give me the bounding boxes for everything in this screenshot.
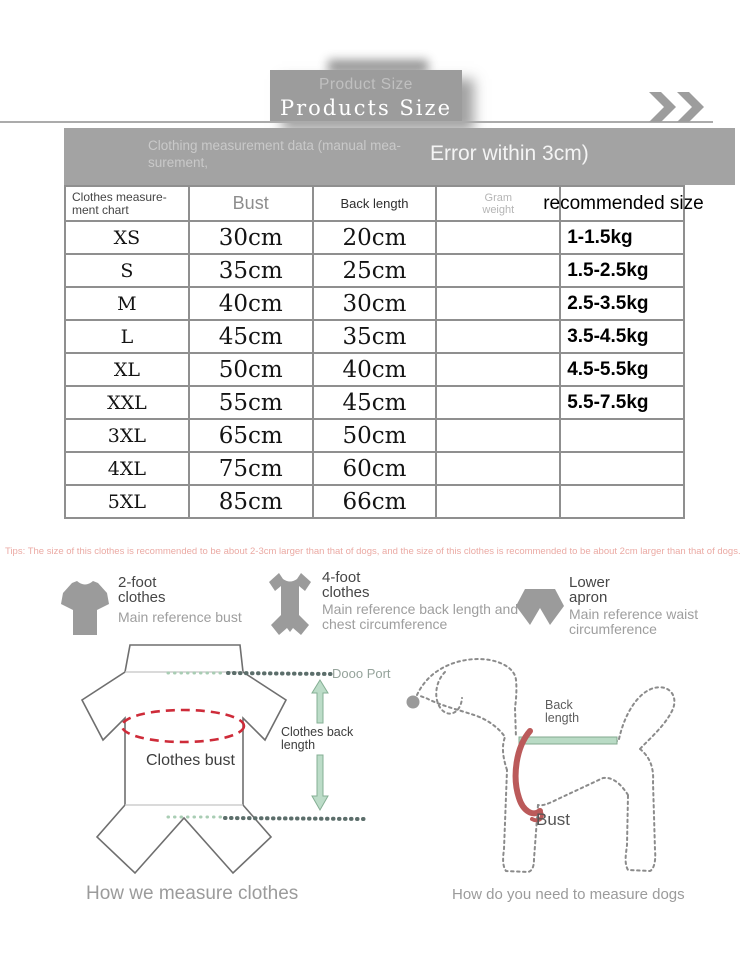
clothes-bust-label: Clothes bust <box>146 752 235 769</box>
table-cell: 40cm <box>189 287 313 320</box>
table-cell: 3XL <box>65 419 189 452</box>
page-title: Products Size <box>279 96 453 120</box>
table-cell <box>436 452 560 485</box>
garment-type-block <box>569 576 729 637</box>
table-cell: 1-1.5kg <box>560 221 684 254</box>
type-title: 4-foot clothes <box>322 569 370 601</box>
dog-diagram-caption: How do you need to measure dogs <box>452 886 685 903</box>
table-cell: XS <box>65 221 189 254</box>
table-banner <box>64 128 735 185</box>
column-header: Clothes measure-ment chart <box>65 186 189 221</box>
table-row <box>65 353 684 386</box>
table-row <box>65 386 684 419</box>
dog-outline <box>417 659 674 872</box>
table-row <box>65 221 684 254</box>
table-cell: 35cm <box>189 254 313 287</box>
table-cell: 20cm <box>313 221 437 254</box>
table-cell: S <box>65 254 189 287</box>
table-cell <box>436 419 560 452</box>
two-foot-garment-icon <box>60 578 110 641</box>
dog-bust-label: Bust <box>536 810 571 829</box>
table-row <box>65 320 684 353</box>
type-desc: Main reference bust <box>118 609 242 625</box>
table-cell: 3.5-4.5kg <box>560 320 684 353</box>
table-cell <box>560 419 684 452</box>
table-cell: 45cm <box>313 386 437 419</box>
table-cell: 60cm <box>313 452 437 485</box>
table-cell: M <box>65 287 189 320</box>
type-title: Lower apron <box>569 574 610 606</box>
collar-port-label: Dooo Port <box>332 666 391 681</box>
bust-ellipse <box>122 710 244 742</box>
table-cell: 35cm <box>313 320 437 353</box>
banner-note: Clothing measurement data (manual mea-surement, <box>148 138 401 170</box>
table-cell: XXL <box>65 386 189 419</box>
table-cell <box>436 485 560 518</box>
table-cell <box>436 221 560 254</box>
table-row <box>65 485 684 518</box>
type-desc: Main reference waist circumference <box>569 606 699 637</box>
table-cell: 65cm <box>189 419 313 452</box>
table-cell: 4XL <box>65 452 189 485</box>
table-cell: 25cm <box>313 254 437 287</box>
table-cell <box>436 353 560 386</box>
dog-measure-diagram <box>395 648 705 903</box>
table-cell <box>560 485 684 518</box>
table-cell: 1.5-2.5kg <box>560 254 684 287</box>
type-desc: Main reference back length and chest circumference <box>322 601 519 632</box>
table-cell <box>436 320 560 353</box>
garment-type-block <box>118 576 288 625</box>
table-cell <box>436 386 560 419</box>
table-cell: 50cm <box>189 353 313 386</box>
table-cell: 75cm <box>189 452 313 485</box>
table-cell: 30cm <box>189 221 313 254</box>
section-badge <box>270 70 462 122</box>
four-foot-garment-icon <box>264 573 316 644</box>
back-length-arrow-down <box>312 755 328 810</box>
table-cell <box>560 452 684 485</box>
table-cell: 40cm <box>313 353 437 386</box>
back-length-arrow-up <box>312 680 328 723</box>
column-header: recommended size <box>560 186 684 221</box>
table-cell: 85cm <box>189 485 313 518</box>
table-cell: 5.5-7.5kg <box>560 386 684 419</box>
table-cell: 45cm <box>189 320 313 353</box>
table-cell: 66cm <box>313 485 437 518</box>
table-row <box>65 287 684 320</box>
table-cell <box>436 254 560 287</box>
badge-subtitle: Product Size <box>319 76 413 93</box>
lower-apron-icon <box>516 589 564 636</box>
table-cell: L <box>65 320 189 353</box>
type-title: 2-foot clothes <box>118 574 166 606</box>
table-row <box>65 419 684 452</box>
divider-line <box>0 121 713 123</box>
garment-type-block <box>322 571 530 632</box>
table-cell: 50cm <box>313 419 437 452</box>
banner-error-note: Error within 3cm) <box>430 142 589 165</box>
back-length-bar <box>519 737 617 744</box>
column-header: Back length <box>313 186 437 221</box>
column-header: Gram weight <box>436 186 560 221</box>
double-chevron-right-icon <box>648 92 706 127</box>
table-row <box>65 452 684 485</box>
size-table-body <box>65 221 684 518</box>
tips-note: Tips: The size of this clothes is recommended to be about 2-3cm larger than that of dogs, and the size of this clothes is recommended to be about 2cm larger than that of dogs. <box>5 546 741 557</box>
table-cell: 30cm <box>313 287 437 320</box>
clothes-diagram-caption: How we measure clothes <box>86 883 299 904</box>
table-cell <box>436 287 560 320</box>
table-row <box>65 254 684 287</box>
dog-back-length-label: Back length <box>545 698 580 725</box>
size-table <box>64 185 704 519</box>
table-cell: 55cm <box>189 386 313 419</box>
clothes-back-length-label: Clothes back length <box>281 725 354 752</box>
table-cell: 4.5-5.5kg <box>560 353 684 386</box>
table-cell: 2.5-3.5kg <box>560 287 684 320</box>
table-cell: XL <box>65 353 189 386</box>
dog-nose <box>407 696 420 709</box>
size-table-header-row <box>65 186 684 221</box>
column-header: Bust <box>189 186 313 221</box>
table-cell: 5XL <box>65 485 189 518</box>
